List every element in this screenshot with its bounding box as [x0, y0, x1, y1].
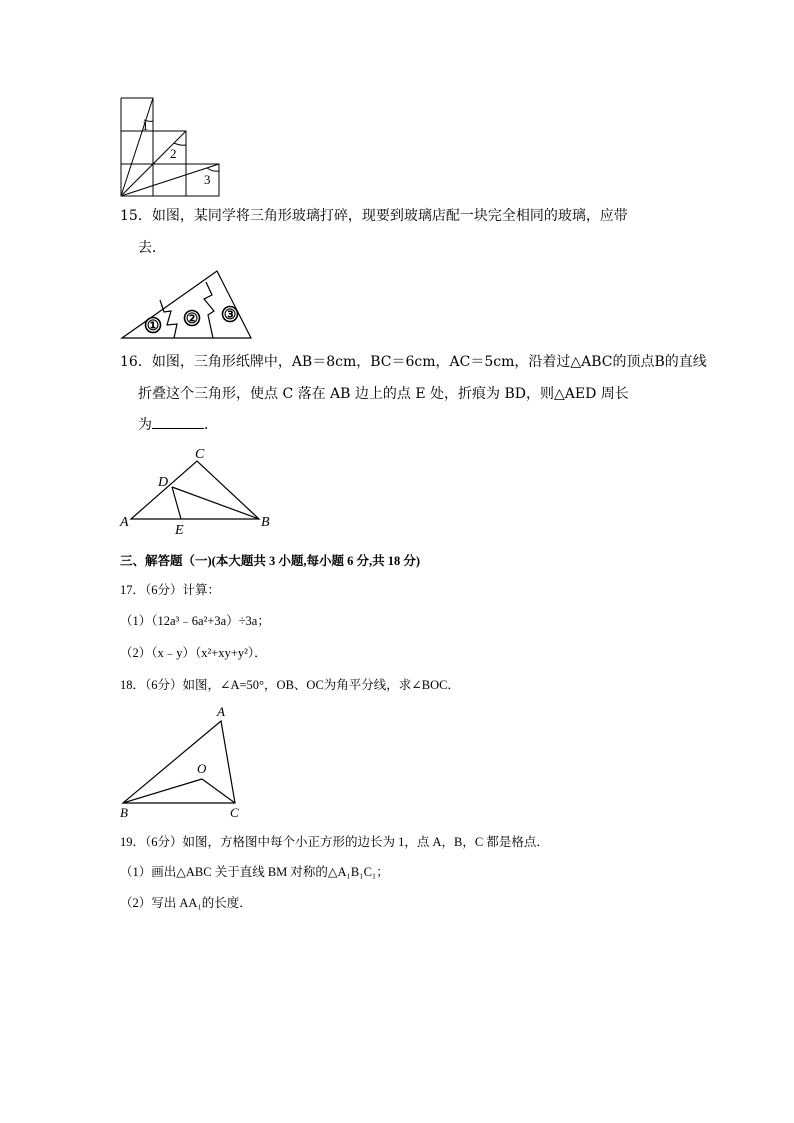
q16-line3-suffix: ．	[204, 417, 218, 433]
q18-point-B: B	[120, 805, 128, 820]
q17-stem: 17．（6分）计算：	[120, 583, 221, 597]
q16-point-A: A	[120, 515, 129, 530]
q15-piece-2-label: ②	[185, 312, 199, 327]
q18-point-A: A	[217, 704, 225, 719]
q16-point-B: B	[261, 515, 270, 530]
q16-line2: 折叠这个三角形，使点 C 落在 AB 边上的点 E 处，折痕为 BD，则△AED 周长	[138, 386, 629, 402]
q18-point-C: C	[230, 805, 239, 820]
q17-part2: （2）（x﹣y）（x²+xy+y²）．	[120, 646, 267, 660]
q18-point-O: O	[197, 761, 207, 776]
q16-line1: 16．如图，三角形纸牌中，AB＝8cm，BC＝6cm，AC＝5cm，沿着过△ABC的顶点B的直线	[120, 354, 707, 370]
q17-part1: （1）（12a³﹣6a²+3a）÷3a；	[120, 614, 270, 628]
fig14-angle-2-label: 2	[170, 146, 177, 161]
q18-stem: 18．（6分）如图，∠A=50°，OB、OC为角平分线，求∠BOC．	[120, 678, 460, 692]
q15-piece-3-label: ③	[223, 308, 237, 323]
q16-point-C: C	[195, 447, 205, 462]
q15-line2: 去．	[138, 240, 166, 256]
q16-line3-prefix: 为	[138, 417, 152, 433]
q19-stem: 19．（6分）如图，方格图中每个小正方形的边长为 1，点 A，B，C 都是格点．	[120, 835, 549, 849]
q16-point-D: D	[158, 475, 169, 490]
q19-part1: （1）画出△ABC 关于直线 BM 对称的△A₁B₁C₁；	[120, 865, 389, 879]
q19-part2: （2）写出 AA₁的长度．	[120, 896, 252, 910]
section3-heading: 三、解答题（一)(本大题共 3 小题,每小题 6 分,共 18 分)	[120, 554, 420, 568]
fig14-angle-1-label: 1	[142, 118, 149, 133]
q15-piece-1-label: ①	[146, 319, 160, 334]
q16-point-E: E	[175, 523, 184, 538]
q15-line1: 15．如图，某同学将三角形玻璃打碎，现要到玻璃店配一块完全相同的玻璃，应带	[120, 208, 628, 224]
fig14-angle-3-label: 3	[204, 172, 211, 187]
